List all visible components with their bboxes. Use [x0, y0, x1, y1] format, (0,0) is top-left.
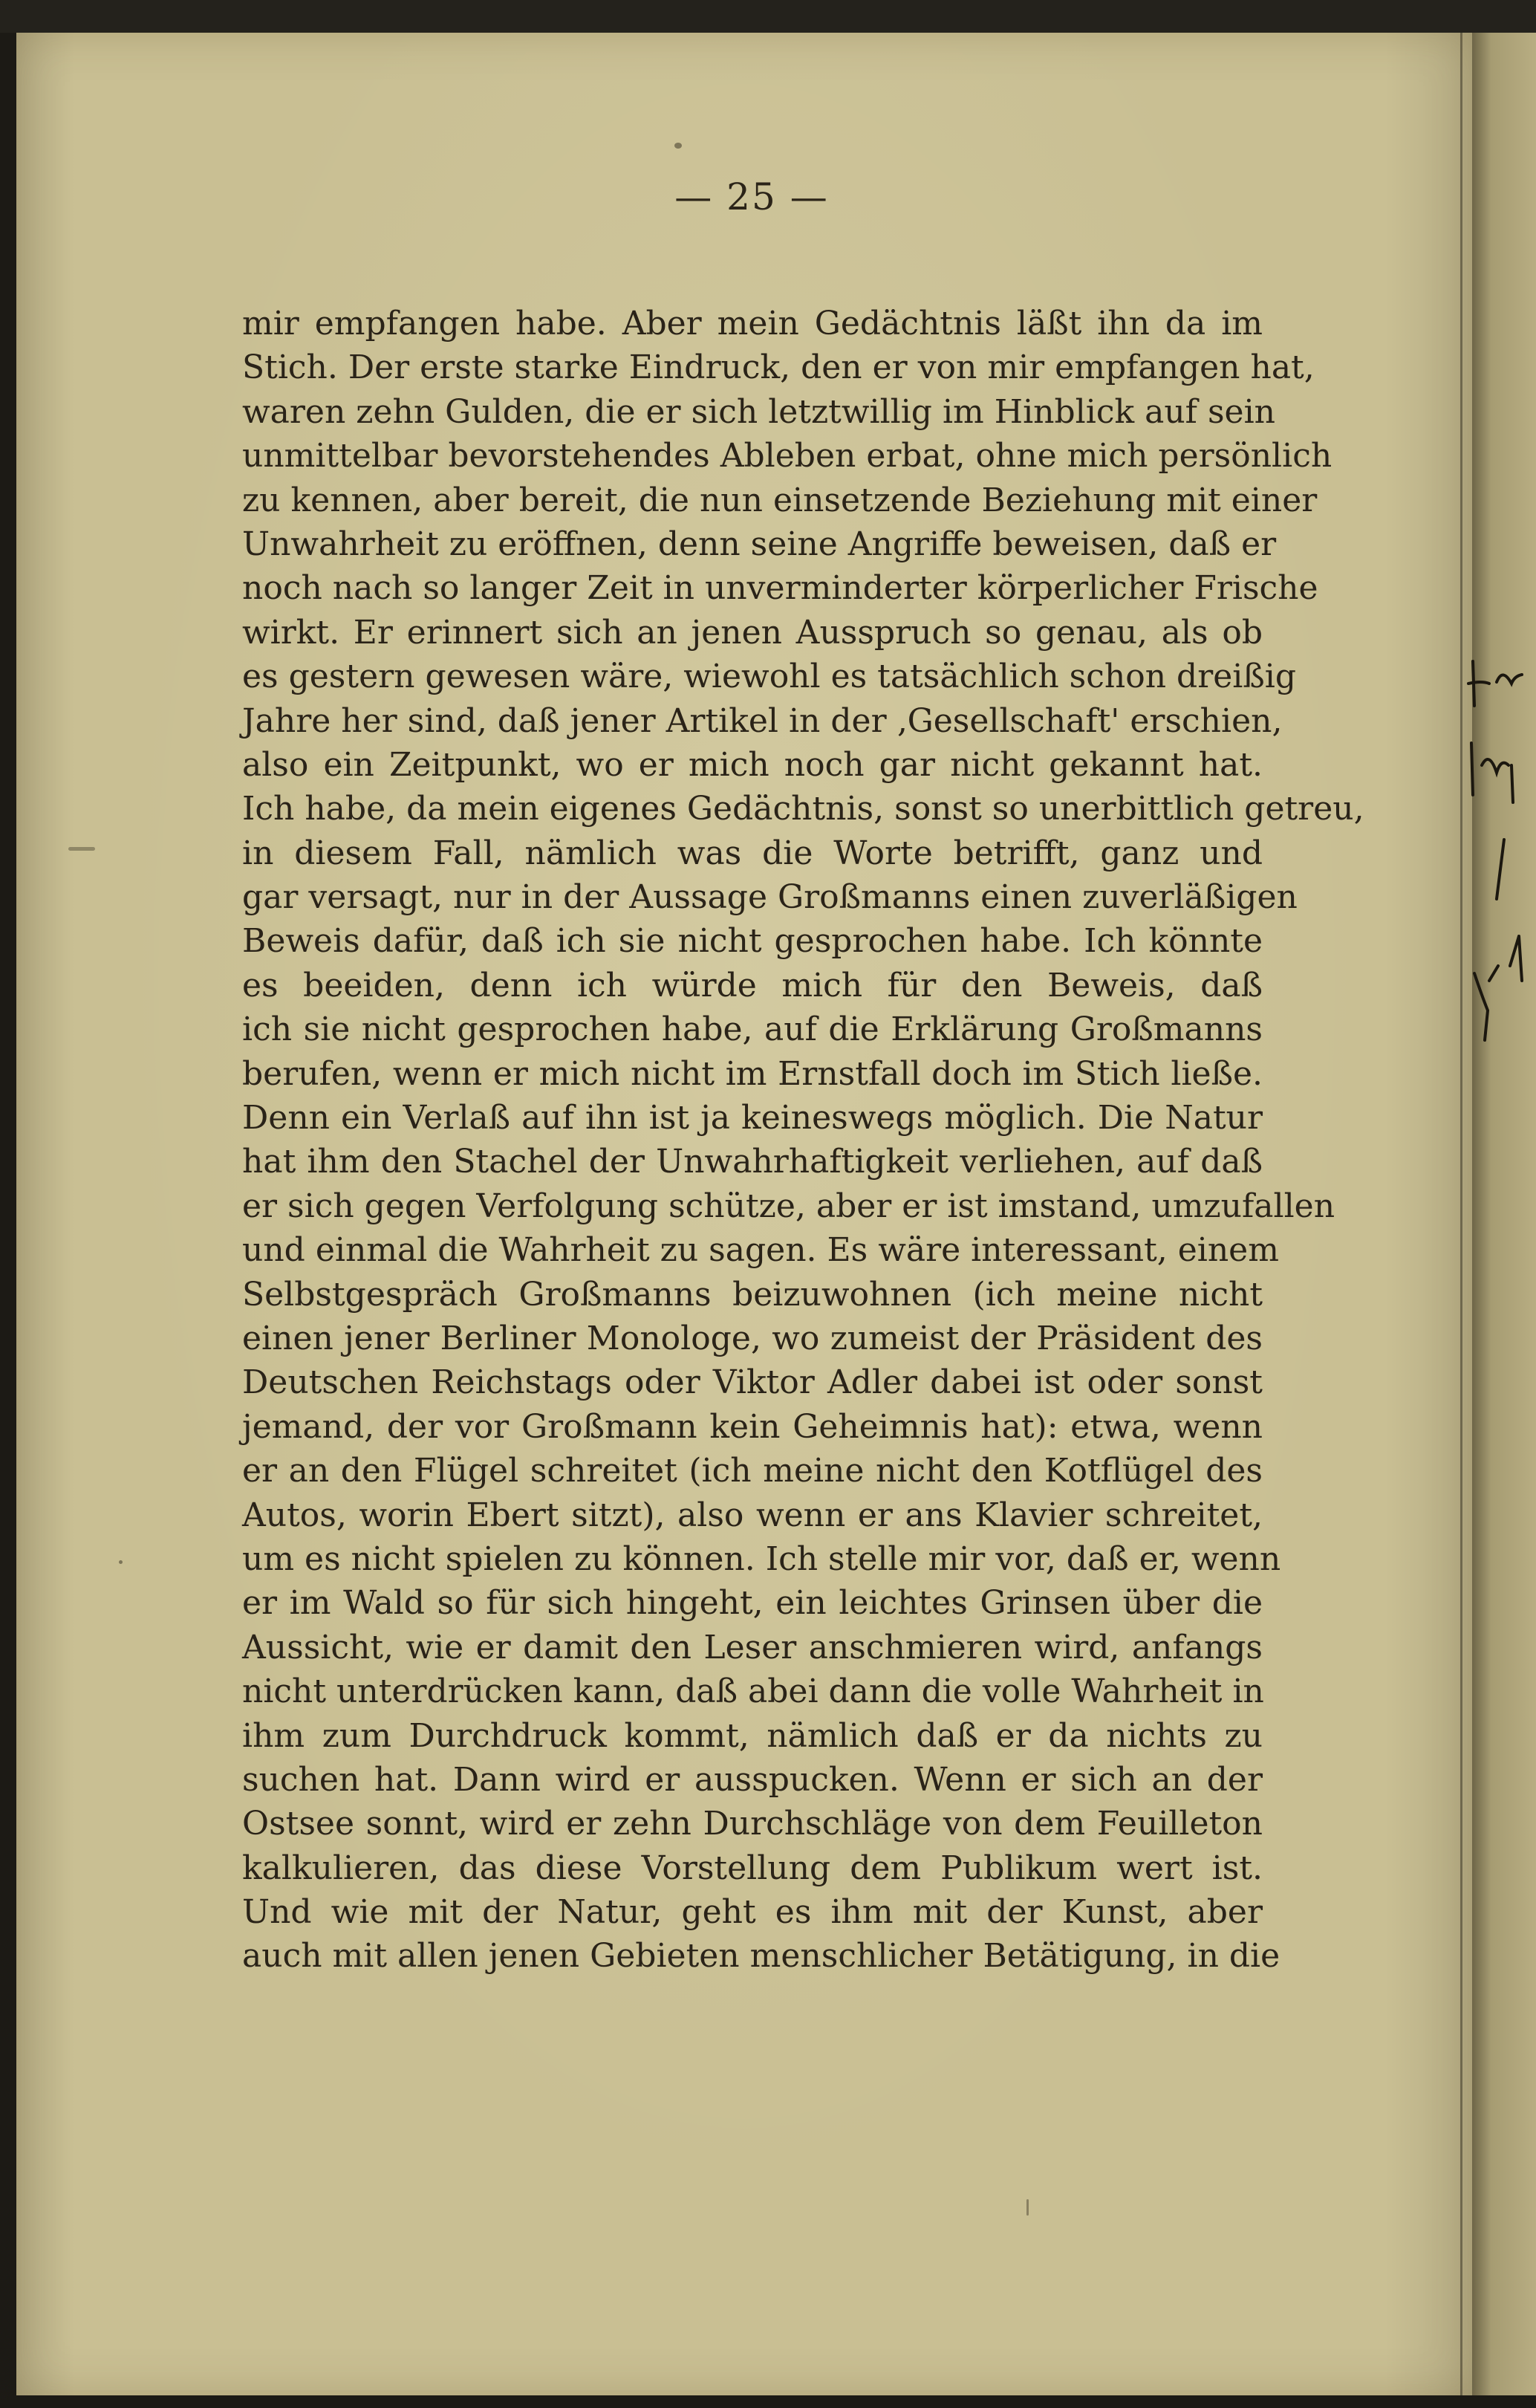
text-line: Und wie mit der Natur, geht es ihm mit der Kunst, aber — [242, 1893, 1263, 1932]
text-line: Ostsee sonnt, wird er zehn Durchschläge von dem Feuilleton — [242, 1805, 1263, 1843]
text-line: Unwahrheit zu eröffnen, denn seine Angriffe beweisen, daß er — [242, 525, 1277, 563]
paper-speck — [674, 143, 682, 149]
text-line: hat ihm den Stachel der Unwahrhaftigkeit verliehen, auf daß — [242, 1143, 1263, 1181]
text-line: kalkulieren, das diese Vorstellung dem Publikum wert ist. — [242, 1849, 1263, 1887]
text-line: noch nach so langer Zeit in unverminderter körperlicher Frische — [242, 569, 1318, 608]
text-line: Selbstgespräch Großmanns beizuwohnen (ich meine nicht — [242, 1275, 1263, 1314]
handwritten-marginalia — [1467, 654, 1534, 1070]
text-line: gar versagt, nur in der Aussage Großmanns einen zuverläßigen — [242, 878, 1298, 917]
text-line: Ich habe, da mein eigenes Gedächtnis, sonst so unerbittlich getreu, — [242, 790, 1364, 828]
text-line: und einmal die Wahrheit zu sagen. Es wäre interessant, einem — [242, 1231, 1279, 1270]
text-line: mir empfangen habe. Aber mein Gedächtnis läßt ihn da im — [242, 305, 1263, 343]
text-line: ich sie nicht gesprochen habe, auf die Erklärung Großmanns — [242, 1010, 1263, 1049]
paper-speck — [119, 1560, 123, 1564]
text-line: er an den Flügel schreitet (ich meine nicht den Kotflügel des — [242, 1452, 1263, 1490]
text-line: Denn ein Verlaß auf ihn ist ja keineswegs möglich. Die Natur — [242, 1099, 1263, 1138]
page-gutter — [1460, 33, 1462, 2395]
paper-speck — [1026, 2199, 1029, 2216]
text-line: berufen, wenn er mich nicht im Ernstfall doch im Stich ließe. — [242, 1054, 1263, 1093]
text-line: jemand, der vor Großmann kein Geheimnis hat): etwa, wenn — [242, 1407, 1263, 1446]
text-line: wirkt. Er erinnert sich an jenen Ausspruch so genau, als ob — [242, 613, 1263, 652]
scan-top-border — [0, 0, 1536, 33]
page-number-text: — 25 — — [674, 175, 829, 218]
text-line: waren zehn Gulden, die er sich letztwillig im Hinblick auf sein — [242, 392, 1275, 431]
text-line: es gestern gewesen wäre, wiewohl es tatsächlich schon dreißig — [242, 658, 1296, 696]
text-line: um es nicht spielen zu können. Ich stelle mir vor, daß er, wenn — [242, 1539, 1281, 1578]
text-line: er sich gegen Verfolgung schütze, aber er ist imstand, umzufallen — [242, 1187, 1335, 1225]
text-line: Deutschen Reichstags oder Viktor Adler dabei ist oder sonst — [242, 1363, 1263, 1402]
text-line: auch mit allen jenen Gebieten menschlicher Betätigung, in die — [242, 1937, 1280, 1976]
text-line: suchen hat. Dann wird er ausspucken. Wenn er sich an der — [242, 1760, 1263, 1799]
text-line: es beeiden, denn ich würde mich für den Beweis, daß — [242, 966, 1263, 1005]
text-line: Beweis dafür, daß ich sie nicht gesprochen habe. Ich könnte — [242, 922, 1263, 961]
text-line: ihm zum Durchdruck kommt, nämlich daß er da nichts zu — [242, 1716, 1263, 1755]
body-text — [242, 302, 1364, 1979]
text-line: Jahre her sind, daß jener Artikel in der ‚Gesellschaft' erschien, — [242, 701, 1283, 740]
text-line: Aussicht, wie er damit den Leser anschmieren wird, anfangs — [242, 1628, 1263, 1667]
facing-page-edge — [1472, 33, 1536, 2395]
text-line: einen jener Berliner Monologe, wo zumeist der Präsident des — [242, 1319, 1263, 1357]
paper-speck — [68, 847, 95, 851]
text-line: er im Wald so für sich hingeht, ein leichtes Grinsen über die — [242, 1584, 1263, 1623]
text-line: also ein Zeitpunkt, wo er mich noch gar nicht gekannt hat. — [242, 745, 1263, 784]
text-line: zu kennen, aber bereit, die nun einsetzende Beziehung mit einer — [242, 481, 1318, 519]
text-line: unmittelbar bevorstehendes Ableben erbat, ohne mich persönlich — [242, 437, 1332, 476]
page-number — [0, 175, 1536, 218]
text-line: in diesem Fall, nämlich was die Worte betrifft, ganz und — [242, 834, 1263, 872]
text-line: Stich. Der erste starke Eindruck, den er von mir empfangen hat, — [242, 348, 1315, 387]
text-line: nicht unterdrücken kann, daß abei dann die volle Wahrheit in — [242, 1672, 1264, 1711]
text-line: Autos, worin Ebert sitzt), also wenn er ans Klavier schreitet, — [242, 1496, 1263, 1534]
